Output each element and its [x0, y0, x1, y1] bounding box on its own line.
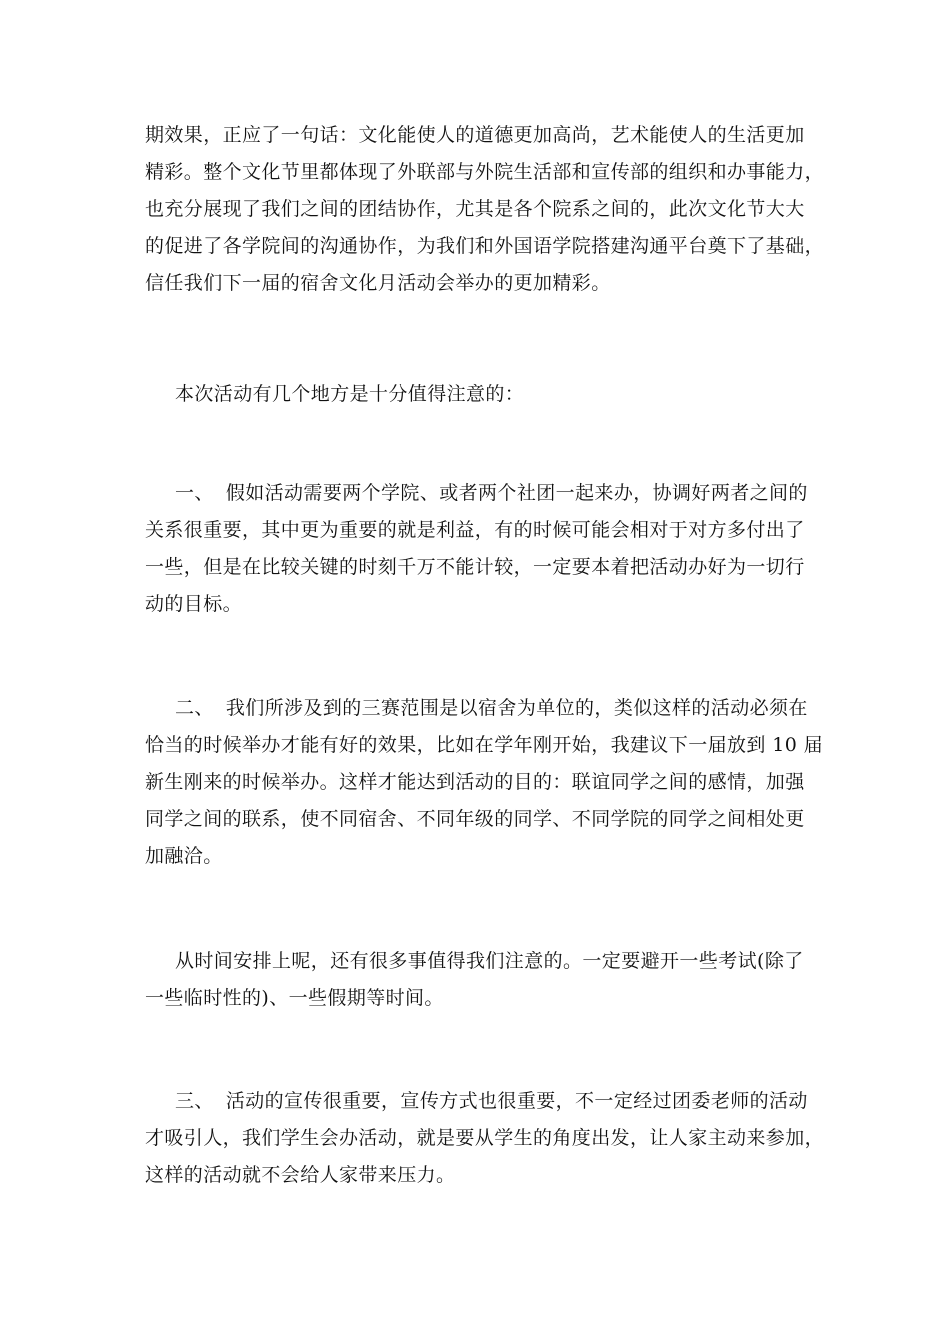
- text-line: 本次活动有几个地方是十分值得注意的：: [175, 383, 525, 405]
- paragraph-closing-summary: [145, 117, 825, 302]
- list-marker: 一、: [175, 482, 214, 504]
- paragraph-timing-note: [145, 943, 815, 1017]
- text-line: 一些，但是在比较关键的时刻千万不能计较，一定要本着把活动办好为一切行: [145, 556, 805, 578]
- text-line: 同学之间的联系，使不同宿舍、不同年级的同学、不同学院的同学之间相处更: [145, 808, 805, 830]
- text-line: 的促进了各学院间的沟通协作，为我们和外国语学院搭建沟通平台奠下了基础，: [145, 235, 825, 257]
- text-line: 新生刚来的时候举办。这样才能达到活动的目的：联谊同学之间的感情，加强: [145, 771, 805, 793]
- text-line: 这样的活动就不会给人家带来压力。: [145, 1164, 456, 1186]
- text-line: [145, 1083, 815, 1120]
- list-marker: 二、: [175, 697, 214, 719]
- list-marker: 三、: [175, 1090, 214, 1112]
- paragraph-point-two: [145, 690, 824, 875]
- text-line: 动的目标。: [145, 593, 243, 615]
- text-span: 我们所涉及到的三赛范围是以宿舍为单位的，类似这样的活动必须在: [225, 697, 808, 719]
- text-line: 恰当的时候举办才能有好的效果，比如在学年刚开始，我建议下一届放到 10 届: [145, 734, 824, 756]
- text-span: 活动的宣传很重要，宣传方式也很重要，不一定经过团委老师的活动: [225, 1090, 808, 1112]
- text-line: 也充分展现了我们之间的团结协作，尤其是各个院系之间的，此次文化节大大: [145, 198, 805, 220]
- text-line: 精彩。整个文化节里都体现了外联部与外院生活部和宣传部的组织和办事能力，: [145, 161, 825, 183]
- paragraph-point-one: [145, 475, 815, 623]
- paragraph-notes-intro: [145, 376, 815, 413]
- text-span: 假如活动需要两个学院、或者两个社团一起来办，协调好两者之间的: [225, 482, 808, 504]
- text-line: 期效果，正应了一句话：文化能使人的道德更加高尚，艺术能使人的生活更加: [145, 124, 805, 146]
- text-line: 一些临时性的)、一些假期等时间。: [145, 987, 444, 1009]
- text-line: 才吸引人，我们学生会办活动，就是要从学生的角度出发，让人家主动来参加，: [145, 1127, 825, 1149]
- paragraph-point-three: [145, 1083, 825, 1194]
- text-line: 关系很重要，其中更为重要的就是利益，有的时候可能会相对于对方多付出了: [145, 519, 805, 541]
- text-line: [145, 690, 815, 727]
- text-line: 加融洽。: [145, 845, 223, 867]
- text-line: 信任我们下一届的宿舍文化月活动会举办的更加精彩。: [145, 272, 611, 294]
- text-line: [145, 475, 815, 512]
- text-line: 从时间安排上呢，还有很多事值得我们注意的。一定要避开一些考试(除了: [175, 950, 804, 972]
